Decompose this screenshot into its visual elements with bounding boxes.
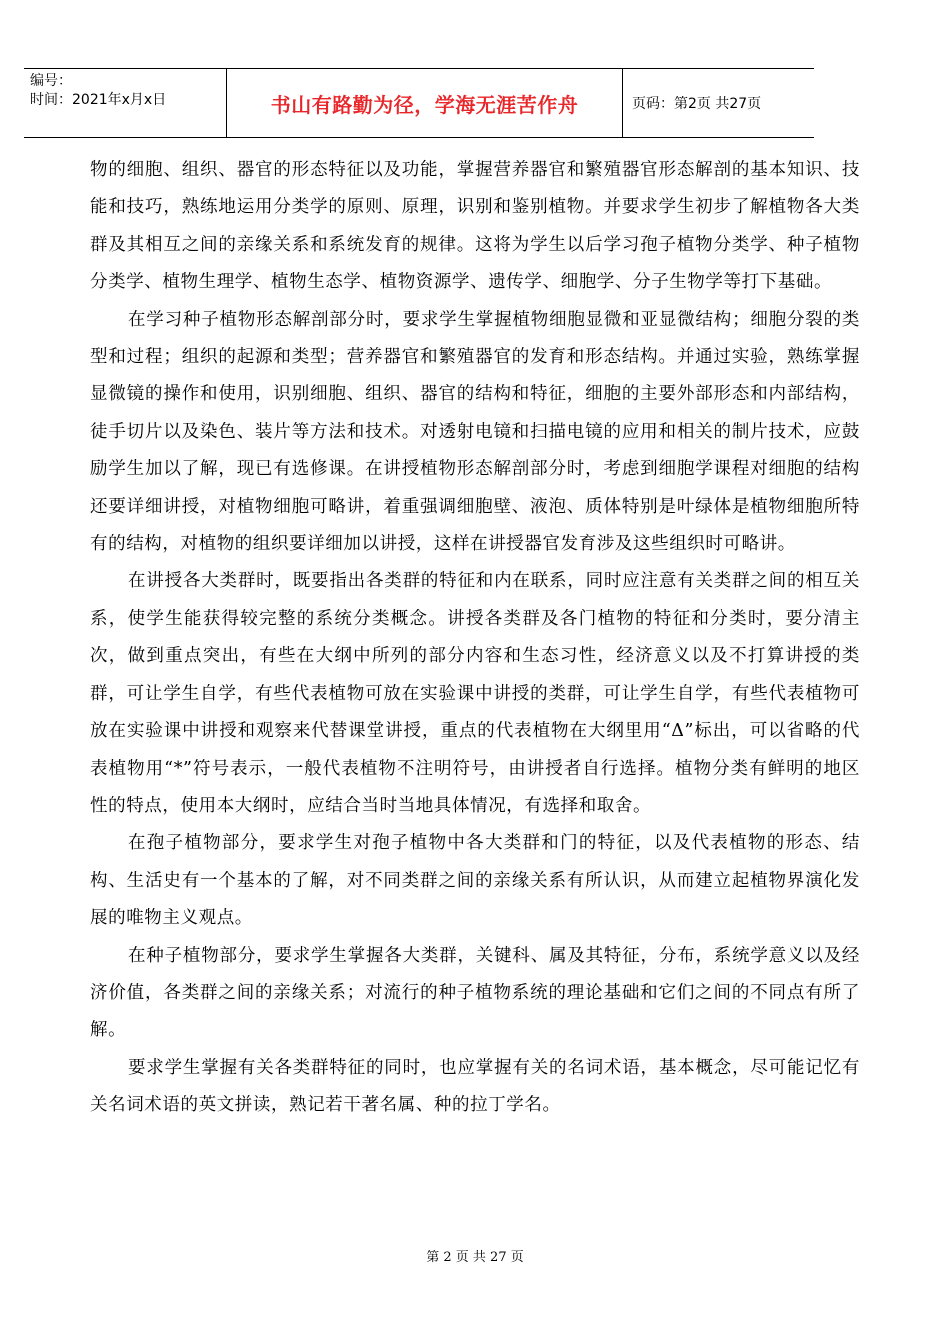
header-motto-cell — [226, 69, 623, 137]
header-meta — [24, 69, 226, 137]
header-page-label: 页码：第2页 共27页 — [632, 96, 762, 112]
header-id-label: 编号： — [30, 73, 72, 89]
footer-page-number: 第 2 页 共 27 页 — [426, 1250, 524, 1265]
paragraph: 在讲授各大类群时，既要指出各类群的特征和内在联系，同时应注意有关类群之间的相互关系，使学生能获得较完整的系统分类概念。讲授各类群及各门植物的特征和分类时，要分清主次，做到重点突出，有些在大纲中所列的部分内容和生态习性，经济意义以及不打算讲授的类群，可让学生自学，有些代表植物可放在实验课中讲授的类群，可让学生自学，有些代表植物可放在实验课中讲授和观察来代替课堂讲授，重点的代表植物在大纲里用“Δ”标出，可以省略的代表植物用“*”符号表示，一般代表植物不注明符号，由讲授者自行选择。植物分类有鲜明的地区性的特点，使用本大纲时，应结合当时当地具体情况，有选择和取舍。 — [90, 571, 860, 816]
paragraph: 要求学生掌握有关各类群特征的同时，也应掌握有关的名词术语，基本概念，尽可能记忆有关名词术语的英文拼读，熟记若干著名属、种的拉丁学名。 — [90, 1057, 860, 1116]
page-header — [24, 68, 814, 138]
paragraph: 在种子植物部分，要求学生掌握各大类群，关键科、属及其特征，分布，系统学意义以及经济价值，各类群之间的亲缘关系；对流行的种子植物系统的理论基础和它们之间的不同点有所了解。 — [90, 945, 860, 1041]
header-time-label: 时间：2021年x月x日 — [30, 92, 167, 108]
header-motto: 书山有路勤为径，学海无涯苦作舟 — [270, 92, 579, 117]
header-page-cell — [623, 69, 814, 137]
paragraph: 在孢子植物部分，要求学生对孢子植物中各大类群和门的特征，以及代表植物的形态、结构、生活史有一个基本的了解，对不同类群之间的亲缘关系有所认识，从而建立起植物界演化发展的唯物主义观点。 — [90, 833, 860, 929]
paragraph: 物的细胞、组织、器官的形态特征以及功能，掌握营养器官和繁殖器官形态解剖的基本知识、技能和技巧，熟练地运用分类学的原则、原理，识别和鉴别植物。并要求学生初步了解植物各大类群及其相互之间的亲缘关系和系统发育的规律。这将为学生以后学习孢子植物分类学、种子植物分类学、植物生理学、植物生态学、植物资源学、遗传学、细胞学、分子生物学等打下基础。 — [90, 160, 860, 293]
document-body — [90, 152, 860, 1125]
page-footer — [0, 1246, 950, 1265]
paragraph: 在学习种子植物形态解剖部分时，要求学生掌握植物细胞显微和亚显微结构；细胞分裂的类型和过程；组织的起源和类型；营养器官和繁殖器官的发育和形态结构。并通过实验，熟练掌握显微镜的操作和使用，识别细胞、组织、器官的结构和特征，细胞的主要外部形态和内部结构，徒手切片以及染色、装片等方法和技术。对透射电镜和扫描电镜的应用和相关的制片技术，应鼓励学生加以了解，现已有选修课。在讲授植物形态解剖部分时，考虑到细胞学课程对细胞的结构还要详细讲授，对植物细胞可略讲，着重强调细胞壁、液泡、质体特别是叶绿体是植物细胞所特有的结构，对植物的组织要详细加以讲授，这样在讲授器官发育涉及这些组织时可略讲。 — [90, 309, 860, 555]
